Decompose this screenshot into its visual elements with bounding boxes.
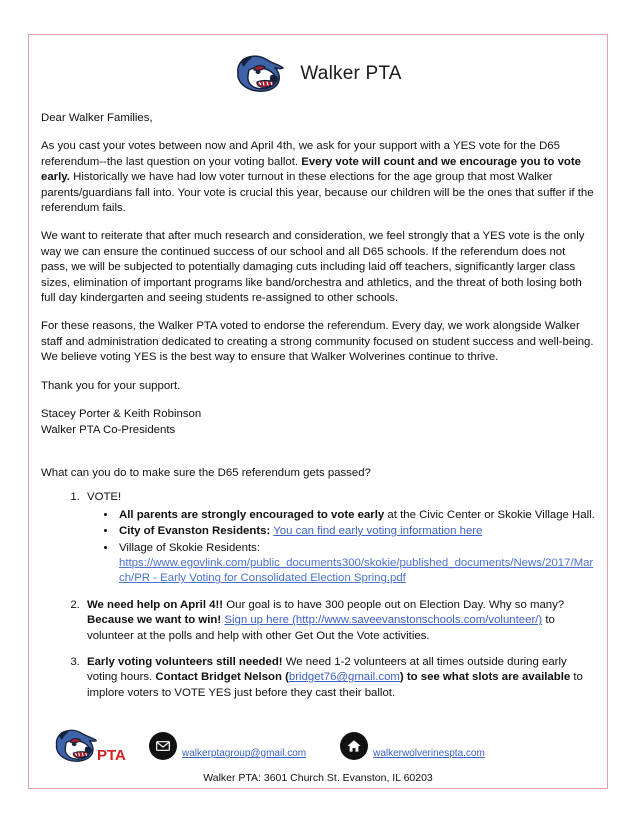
home-icon — [340, 732, 368, 760]
early-voting-emphasis-c: ) to see what slots are available — [399, 671, 571, 684]
call-to-action-question: What can you do to make sure the D65 referendum gets passed? — [41, 466, 371, 479]
early-voting-contact-label: Contact Bridget Nelson ( — [155, 671, 289, 684]
page-title: Walker PTA — [300, 63, 402, 84]
election-day-text-a: Our goal is to have 300 people out on Election Day. Why so many? — [223, 598, 565, 611]
footer-logo — [53, 727, 149, 765]
letter-body — [41, 111, 595, 701]
signature-names: Stacey Porter & Keith Robinson — [41, 408, 202, 421]
footer-website-contact — [340, 732, 485, 760]
skokie-early-voting-url-link[interactable]: https://www.egovlink.com/public_documents300/skokie/published_documents/News/2017/March/PR - Early Voting for Consolidated Election Spring.pdf — [119, 556, 594, 585]
early-voting-emphasis-a: Early voting volunteers still needed! — [87, 655, 283, 668]
bullet-evanston-label: City of Evanston Residents: — [119, 525, 271, 538]
footer-contact-row — [53, 727, 591, 765]
vote-sub-list — [87, 508, 595, 587]
election-day-text-b: to volunteer at the polls and help with other Get Out the Vote activities. — [87, 614, 555, 642]
paragraph-1 — [41, 139, 595, 216]
bullet-skokie-residents — [117, 541, 595, 587]
bridget-nelson-email-link[interactable]: bridget76@gmail.com — [288, 671, 400, 684]
paragraph-1-emphasis: Every vote will count and we encourage you to vote early. — [41, 155, 582, 184]
footer-website-link[interactable]: walkerwolverinespta.com — [373, 748, 485, 759]
footer-email-contact — [149, 732, 306, 760]
action-item-election-day-help — [83, 598, 595, 644]
action-item-early-voting-volunteers — [83, 655, 595, 701]
wolf-head-mascot-icon — [234, 53, 286, 95]
salutation: Dear Walker Families, — [41, 112, 153, 124]
letter-page — [28, 34, 608, 789]
thank-you-line: Thank you for your support. — [41, 379, 181, 392]
bullet-vote-early-emphasis: All parents are strongly encouraged to vote early — [119, 508, 385, 521]
election-day-emphasis-a: We need help on April 4!! — [87, 598, 224, 611]
action-list — [41, 490, 595, 701]
footer-email-link[interactable]: walkerptagroup@gmail.com — [182, 748, 307, 759]
bullet-skokie-label: Village of Skokie Residents: — [119, 541, 260, 554]
envelope-icon — [149, 732, 177, 760]
election-day-emphasis-b: Because we want to win! — [87, 614, 222, 627]
action-item-vote — [83, 490, 595, 586]
letterhead — [41, 35, 595, 111]
paragraph-1-part-b: Historically we have had low voter turnout in these elections for the age group that most Walker parents/guardians fall into. Your vote is crucial this year, because our children will be the ones that suffer if the referendum fails. — [41, 171, 594, 215]
action-item-vote-label: VOTE! — [87, 491, 122, 504]
spacer — [41, 438, 595, 466]
signature-role: Walker PTA Co-Presidents — [41, 423, 176, 436]
paragraph-3: For these reasons, the Walker PTA voted to endorse the referendum. Every day, we work alongside Walker staff and administration dedicated to creating a strong community focused on student success and well-being. We believe voting YES is the best way to ensure that Walker Wolverines continue to thrive. — [41, 320, 594, 364]
wolf-head-mascot-icon — [53, 727, 99, 765]
bullet-vote-early — [117, 508, 595, 523]
paragraph-2: We want to reiterate that after much research and consideration, we feel strongly that a YES vote is the only way we can ensure the continued success of our school and all D65 schools. If the referendum does not pass, we will be subjected to potentially damaging cuts including laid off teachers, significantly larger class sizes, elimination of important programs like band/orchestra and athletics, and the threat of both losing both full day kindergarten and seeing students re-assigned to other schools. — [41, 230, 585, 305]
paragraph-1-part-a: As you cast your votes between now and April 4th, we ask for your support with a YES vote for the D65 referendum--the last question on your voting ballot. — [41, 140, 560, 168]
volunteer-signup-link[interactable]: Sign up here (http://www.saveevanstonschools.com/volunteer/) — [224, 614, 543, 627]
early-voting-text-a: We need 1-2 volunteers at all times outside during early voting hours. — [87, 655, 567, 684]
early-voting-info-link[interactable]: You can find early voting information here — [273, 525, 483, 538]
bullet-vote-early-rest: at the Civic Center or Skokie Village Hall. — [384, 508, 595, 521]
footer-address: Walker PTA: 3601 Church St. Evanston, IL 60203 — [203, 772, 433, 784]
footer-pta-label: PTA — [97, 747, 126, 764]
early-voting-text-b: to implore voters to VOTE YES just before they cast their ballot. — [87, 671, 583, 699]
bullet-evanston-residents — [117, 524, 595, 539]
